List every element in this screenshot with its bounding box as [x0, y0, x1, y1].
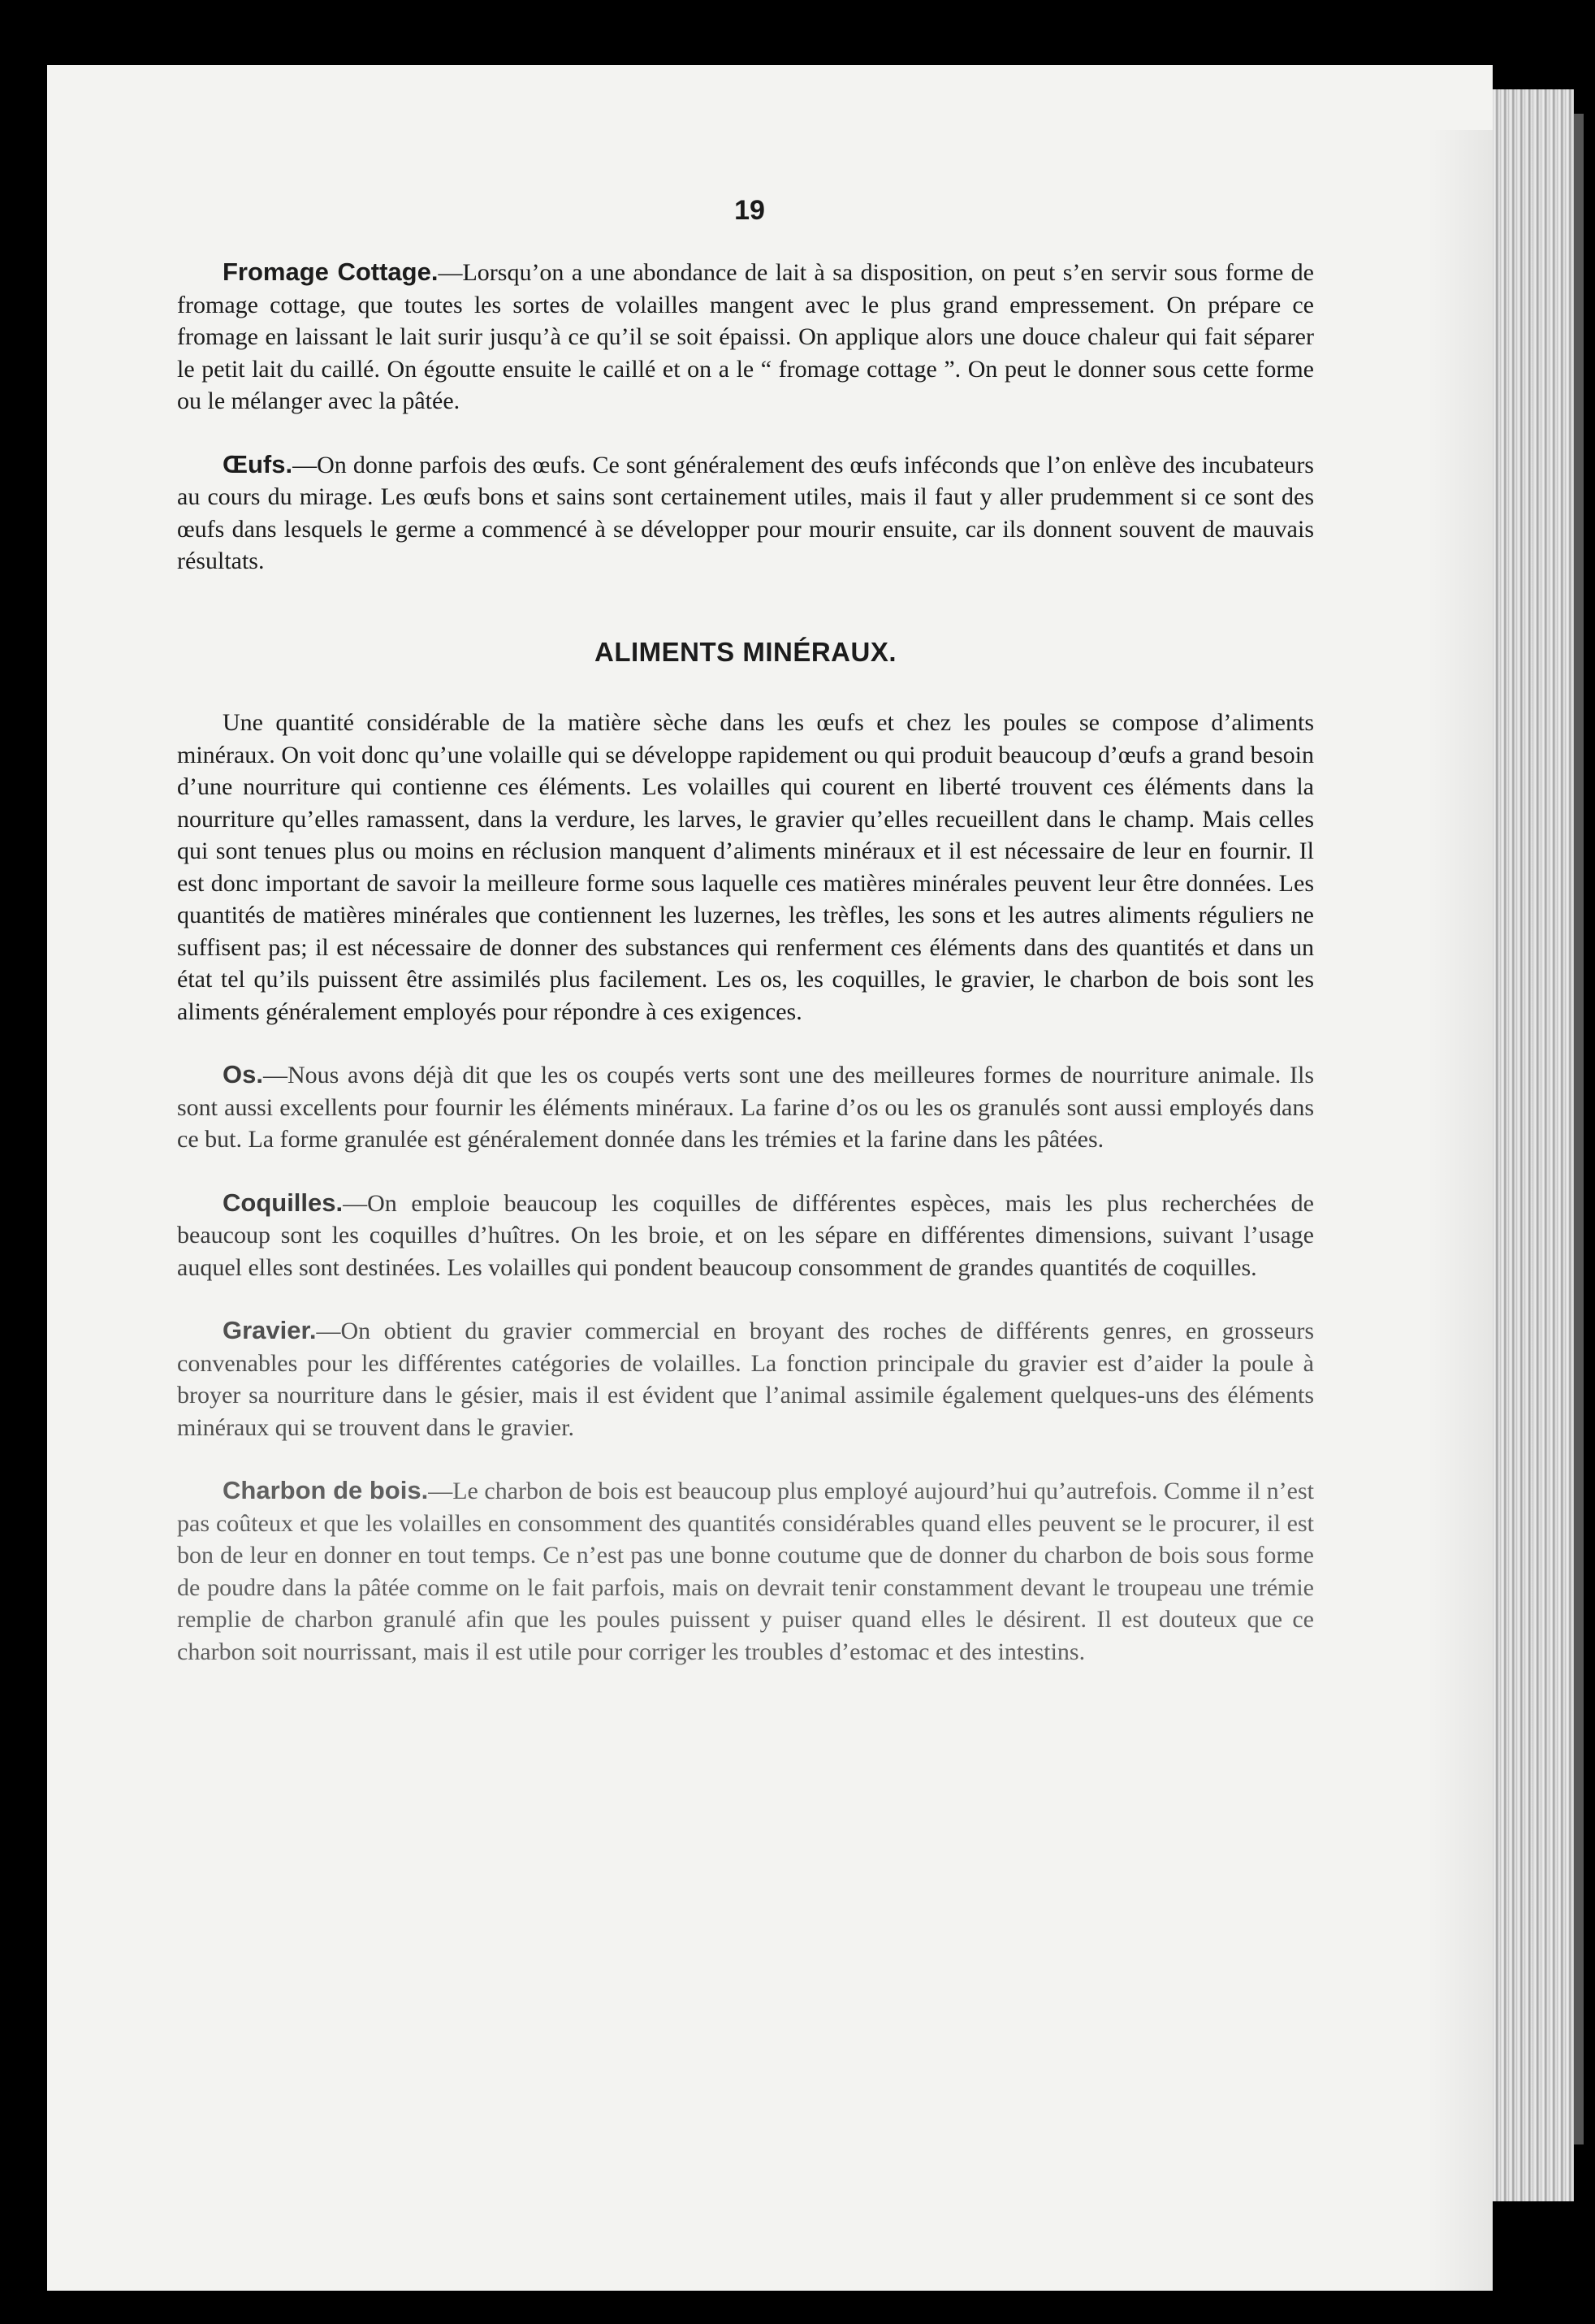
paragraph-lead: Os. [223, 1060, 263, 1088]
paragraph-lead: Œufs. [223, 449, 293, 478]
paragraph-text: —Le charbon de bois est beaucoup plus employé aujourd’hui qu’autrefois. Comme il n’est pas coûteux et que les volailles en consomment des quantités considérables quand elles peuvent se le procurer, il est bon de leur en donner en tout temps. Ce n’est pas une bonne coutume que de donner du charbon de bois sous forme de poudre dans la pâtée comme on le fait parfois, mais on devrait tenir constamment devant le troupeau une trémie remplie de charbon granulé afin que les poules puissent y puiser quand elles le désirent. Il est douteux que ce charbon soit nourrissant, mais il est utile pour corriger les troubles d’estomac et des intestins. [177, 1478, 1314, 1665]
paragraph-lead: Charbon de bois. [223, 1476, 429, 1504]
paragraph-intro-mineraux [177, 707, 1314, 1028]
book-cover-edge [1574, 114, 1584, 2144]
paragraph-os [177, 1058, 1314, 1156]
spine-shadow [1428, 130, 1493, 2291]
paragraph-text: Une quantité considérable de la matière sèche dans les œufs et chez les poules se compose d’aliments minéraux. On voit donc qu’une volaille qui se développe rapidement ou qui produit beaucoup d’œufs a grand besoin d’une nourriture qui contienne ces éléments. Les volailles qui courent en liberté trouvent ces éléments dans la nourriture qu’elles ramassent, dans la verdure, les larves, le gravier qu’elles recueillent dans le champ. Mais celles qui sont tenues plus ou moins en réclusion manquent d’aliments minéraux et il est nécessaire de leur en fournir. Il est donc important de savoir la meilleure forme sous laquelle ces matières minérales peuvent leur être données. Les quantités de matières minérales que contiennent les luzernes, les trèfles, les sons et les autres aliments réguliers ne suffisent pas; il est nécessaire de donner des substances qui renferment ces éléments dans des quantités et dans un état tel qu’ils puissent être assimilés plus facilement. Les os, les coquilles, le gravier, le charbon de bois sont les aliments généralement employés pour répondre à ces exigences. [177, 709, 1314, 1025]
paragraph-oeufs [177, 448, 1314, 578]
paragraph-lead: Gravier. [223, 1316, 317, 1344]
paragraph-text: —On emploie beaucoup les coquilles de différentes espèces, mais les plus recherchées de beaucoup sont les coquilles d’huîtres. On les broie, et on les sépare en différentes dimensions, suivant l’usage auquel elles sont destinées. Les volailles qui pondent beaucoup consomment de grandes quantités de coquilles. [177, 1189, 1314, 1281]
paragraph-text: —Nous avons déjà dit que les os coupés verts sont une des meilleures formes de nourriture animale. Ils sont aussi excellents pour fournir les éléments minéraux. La farine d’os ou les os granulés sont aussi employés dans ce but. La forme granulée est généralement donnée dans les trémies et la farine dans les pâtées. [177, 1062, 1314, 1153]
book-page-edges [1493, 89, 1574, 2201]
paragraph-charbon [177, 1474, 1314, 1668]
page-body [177, 256, 1314, 1699]
paragraph-text: —On donne parfois des œufs. Ce sont généralement des œufs inféconds que l’on enlève des incubateurs au cours du mirage. Les œufs bons et sains sont certainement utiles, mais il faut y aller prudemment si ce sont des œufs dans lesquels le germe a commencé à se développer pour mourir ensuite, car ils donnent souvent de mauvais résultats. [177, 451, 1314, 574]
paragraph-text: —On obtient du gravier commercial en broyant des roches de différents genres, en grosseurs convenables pour les différentes catégories de volailles. La fonction principale du gravier est d’aider la poule à broyer sa nourriture dans le gésier, mais il est évident que l’animal assimile également quelques-uns des éléments minéraux qui se trouvent dans le gravier. [177, 1318, 1314, 1441]
paragraph-gravier [177, 1314, 1314, 1443]
paragraph-lead: Coquilles. [223, 1188, 344, 1217]
scanned-page [47, 65, 1493, 2291]
section-title: ALIMENTS MINÉRAUX. [594, 636, 897, 667]
paragraph-lead: Fromage Cottage. [223, 258, 439, 286]
paragraph-fromage-cottage [177, 256, 1314, 418]
paragraph-coquilles [177, 1187, 1314, 1284]
page-number: 19 [734, 195, 765, 226]
paragraph-text: —Lorsqu’on a une abondance de lait à sa disposition, on peut s’en servir sous forme de fromage cottage, que toutes les sortes de volailles mangent avec le plus grand empressement. On prépare ce fromage en laissant le lait surir jusqu’à ce qu’il se soit épaissi. On applique alors une douce chaleur qui fait séparer le petit lait du caillé. On égoutte ensuite le caillé et on a le “ fromage cottage ”. On peut le donner sous cette forme ou le mélanger avec la pâtée. [177, 259, 1314, 414]
